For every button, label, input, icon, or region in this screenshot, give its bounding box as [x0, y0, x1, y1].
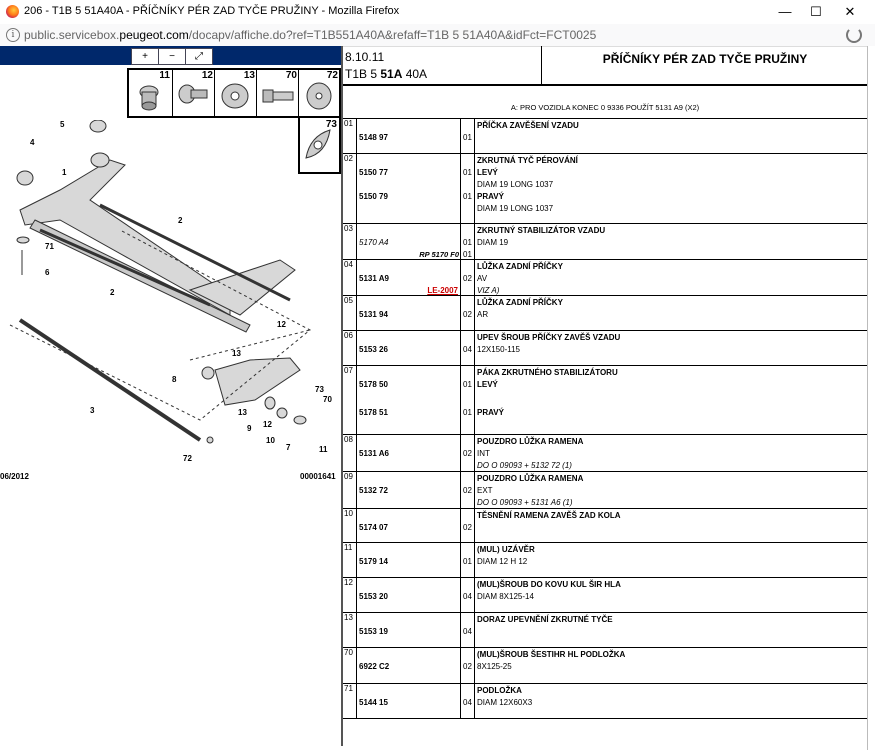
part-number[interactable]: 5148 97: [359, 133, 388, 142]
header-code: [345, 67, 427, 81]
callout-label: 12: [263, 420, 272, 429]
part-number-cell: [357, 260, 461, 295]
header-separator: [541, 46, 542, 84]
item-number: 09: [343, 472, 357, 508]
description-detail: DIAM 19 LONG 1037: [477, 180, 554, 189]
description-detail: DIAM 12 H 12: [477, 557, 528, 566]
table-row[interactable]: [343, 648, 867, 684]
description-cell: [476, 260, 867, 295]
table-row[interactable]: [343, 296, 867, 331]
part-number-cell: [357, 509, 461, 542]
description-detail: DO O 09093 + 5131 A6 (1): [477, 498, 573, 507]
quantity-cell: [461, 435, 475, 471]
description-title: LŮŽKA ZADNÍ PŘÍČKY: [477, 298, 563, 307]
description-detail: AR: [477, 310, 489, 319]
callout-label: 2: [178, 216, 183, 225]
description-detail: DIAM 19: [477, 238, 509, 247]
item-number: 02: [343, 154, 357, 223]
item-number: 08: [343, 435, 357, 471]
zoom-in-icon[interactable]: +: [131, 48, 159, 65]
description-title: (MUL)ŠROUB DO KOVU KUL ŠIR HLA: [477, 580, 621, 589]
quantity: 04: [463, 592, 472, 601]
description-detail: DIAM 8X125-14: [477, 592, 534, 601]
description-cell: [476, 366, 867, 434]
quantity-cell: [461, 260, 475, 295]
callout-label: 10: [266, 436, 275, 445]
part-thumbnails: [127, 68, 341, 118]
thumbnail-label: 11: [159, 70, 170, 81]
part-number-cell: [357, 366, 461, 434]
quantity: 01: [463, 250, 472, 259]
part-number[interactable]: 5144 15: [359, 698, 388, 707]
part-number[interactable]: 6922 C2: [359, 662, 390, 671]
validity-link[interactable]: LE-2007: [427, 286, 458, 295]
quantity: 02: [463, 274, 472, 283]
description-detail: DIAM 19 LONG 1037: [477, 204, 554, 213]
part-number[interactable]: 5150 79: [359, 192, 388, 201]
callout-label: 2: [110, 288, 115, 297]
callout-label: 7: [286, 443, 291, 452]
item-number: 11: [343, 543, 357, 577]
description-title: ZKRUTNÁ TYČ PÉROVÁNÍ: [477, 156, 578, 165]
quantity-cell: [461, 613, 475, 647]
description-detail: EXT: [477, 486, 493, 495]
callout-label: 71: [45, 242, 54, 251]
minimize-button[interactable]: —: [778, 4, 792, 19]
quantity-cell: [461, 509, 475, 542]
thumbnail-72[interactable]: [298, 70, 340, 116]
description-title: LEVÝ: [477, 168, 498, 177]
quantity-cell: [461, 296, 475, 330]
callout-label: 8: [172, 375, 177, 384]
description-detail: DIAM 12X60X3: [477, 698, 533, 707]
description-cell: [476, 509, 867, 542]
firefox-logo-icon: [6, 5, 19, 18]
header-date: 8.10.11: [345, 50, 385, 64]
replacement-part-number: RP 5170 F0: [419, 250, 459, 259]
description-title: DORAZ UPEVNĚNÍ ZKRUTNÉ TYČE: [477, 615, 613, 624]
part-number-cell: [357, 296, 461, 330]
description-detail: AV: [477, 274, 488, 283]
thumbnail-label: 13: [243, 70, 255, 81]
thumbnail-11[interactable]: [129, 70, 172, 116]
quantity: 04: [463, 345, 472, 354]
table-row[interactable]: [343, 366, 867, 435]
quantity-cell: [461, 154, 475, 223]
code-suffix: 40A: [402, 67, 428, 81]
description-title: UPEV ŠROUB PŘÍČKY ZAVĚŠ VZADU: [477, 333, 621, 342]
quantity-cell: [461, 119, 475, 153]
url-suffix: /docapv/affiche.do?ref=T1B551A40A&refaff=T1B 5 51A40A&idFct=FCT0025: [188, 28, 597, 42]
table-row[interactable]: [343, 509, 867, 543]
table-row[interactable]: [343, 154, 867, 224]
callout-label: 13: [238, 408, 247, 417]
thumbnail-12[interactable]: [172, 70, 215, 116]
diagram-toolbar: [0, 46, 341, 65]
callout-label: 6: [45, 268, 50, 277]
quantity: 02: [463, 662, 472, 671]
callout-label: 72: [183, 454, 192, 463]
code-prefix: T1B 5: [345, 67, 381, 81]
item-number: 70: [343, 648, 357, 683]
part-number[interactable]: 5153 20: [359, 592, 388, 601]
part-number-cell: [357, 154, 461, 223]
thumbnail-label: 70: [285, 70, 297, 81]
callout-label: 13: [232, 349, 241, 358]
callout-label: 1: [62, 168, 67, 177]
thumbnail-label: 12: [201, 70, 213, 81]
table-row[interactable]: [343, 435, 867, 472]
part-number[interactable]: 5178 51: [359, 408, 388, 417]
item-number: 13: [343, 613, 357, 647]
description-detail: DO O 09093 + 5132 72 (1): [477, 461, 572, 470]
table-row[interactable]: [343, 684, 867, 719]
window-title: 206 - T1B 5 51A40A - PŘÍČNÍKY PÉR ZAD TYČE PRUŽINY - Mozilla Firefox: [24, 5, 400, 17]
description-title: TĚSNĚNÍ RAMENA ZAVĚŠ ZAD KOLA: [477, 511, 621, 520]
quantity: 02: [463, 523, 472, 532]
part-number[interactable]: 5131 A9: [359, 274, 389, 283]
item-number: 05: [343, 296, 357, 330]
table-row[interactable]: [343, 543, 867, 578]
item-number: 71: [343, 684, 357, 718]
part-number[interactable]: 5174 07: [359, 523, 388, 532]
description-cell: [476, 331, 867, 365]
table-row[interactable]: [343, 224, 867, 260]
description-title: PŘÍČKA ZAVĚŠENÍ VZADU: [477, 121, 579, 130]
item-number: 04: [343, 260, 357, 295]
part-number-cell: [357, 435, 461, 471]
table-row[interactable]: [343, 578, 867, 613]
part-number-cell: [357, 472, 461, 508]
part-number[interactable]: 5170 A4: [359, 238, 389, 247]
description-detail: VIZ A): [477, 286, 500, 295]
table-row[interactable]: [343, 613, 867, 648]
quantity-cell: [461, 648, 475, 683]
description-title: (MUL)ŠROUB ŠESTIHR HL PODLOŽKA: [477, 650, 626, 659]
part-number[interactable]: 5153 26: [359, 345, 388, 354]
quantity-cell: [461, 472, 475, 508]
code-bold: 51A: [380, 67, 403, 81]
description-cell: [476, 648, 867, 683]
quantity: 01: [463, 557, 472, 566]
item-number: 07: [343, 366, 357, 434]
parts-header: [343, 46, 867, 86]
quantity: 02: [463, 310, 472, 319]
part-number-cell: [357, 578, 461, 612]
description-title: PÁKA ZKRUTNÉHO STABILIZÁTORU: [477, 368, 618, 377]
part-number-cell: [357, 613, 461, 647]
part-number-cell: [357, 684, 461, 718]
maximize-button[interactable]: ☐: [810, 4, 822, 19]
page-scrollbar[interactable]: [867, 46, 875, 750]
description-cell: [476, 119, 867, 153]
part-number-cell: [357, 119, 461, 153]
part-number-cell: [357, 331, 461, 365]
description-detail: 8X125-25: [477, 662, 512, 671]
description-title: PODLOŽKA: [477, 686, 522, 695]
quantity: 01: [463, 192, 472, 201]
description-cell: [476, 472, 867, 508]
quantity: 01: [463, 168, 472, 177]
callout-label: 9: [247, 424, 252, 433]
diagram-ref: 00001641: [300, 472, 336, 481]
callout-label: 11: [319, 445, 328, 454]
part-number-cell: [357, 648, 461, 683]
description-title: (MUL) UZÁVĚR: [477, 545, 535, 554]
description-cell: [476, 684, 867, 718]
part-number-cell: [357, 224, 461, 259]
window-titlebar: [0, 0, 875, 25]
description-title: LŮŽKA ZADNÍ PŘÍČKY: [477, 262, 563, 271]
thumbnail-label: 72: [326, 70, 338, 81]
description-title: ZKRUTNÝ STABILIZÁTOR VZADU: [477, 226, 606, 235]
rear-axle-drawing: [0, 120, 341, 490]
item-number: 01: [343, 119, 357, 153]
quantity: 04: [463, 627, 472, 636]
item-number: 06: [343, 331, 357, 365]
description-cell: [476, 224, 867, 259]
quantity-cell: [461, 684, 475, 718]
url-text[interactable]: [24, 28, 596, 42]
callout-label: 3: [90, 406, 95, 415]
callout-label: 73: [315, 385, 324, 394]
description-cell: [476, 435, 867, 471]
description-title: PRAVÝ: [477, 192, 504, 201]
quantity-cell: [461, 331, 475, 365]
description-detail: 12X150-115: [477, 345, 520, 354]
description-cell: [476, 543, 867, 577]
part-number[interactable]: 5132 72: [359, 486, 388, 495]
quantity: 04: [463, 698, 472, 707]
thumbnail-70[interactable]: [256, 70, 299, 116]
table-row[interactable]: [343, 331, 867, 366]
part-number[interactable]: 5153 19: [359, 627, 388, 636]
exploded-diagram: [0, 120, 341, 490]
description-cell: [476, 613, 867, 647]
part-number[interactable]: 5179 14: [359, 557, 388, 566]
callout-label: 12: [277, 320, 286, 329]
thumbnail-label: 73: [325, 119, 337, 130]
description-title: POUZDRO LŮŽKA RAMENA: [477, 474, 584, 483]
zoom-fit-icon[interactable]: ⤢: [185, 48, 213, 65]
quantity-cell: [461, 224, 475, 259]
applicability-note: A: PRO VOZIDLA KONEC 0 9336 POUŽÍT 5131 A9 (X2): [510, 103, 700, 112]
info-icon[interactable]: i: [6, 28, 20, 42]
zoom-out-icon[interactable]: −: [158, 48, 186, 65]
description-title: POUZDRO LŮŽKA RAMENA: [477, 437, 584, 446]
description-cell: [476, 578, 867, 612]
thumbnail-13[interactable]: [214, 70, 257, 116]
url-prefix: public.servicebox.: [24, 28, 120, 42]
description-cell: [476, 296, 867, 330]
close-button[interactable]: ✕: [844, 4, 856, 19]
part-number-cell: [357, 543, 461, 577]
diagram-date: 06/2012: [0, 472, 29, 481]
item-number: 10: [343, 509, 357, 542]
description-detail: INT: [477, 449, 490, 458]
table-row[interactable]: [343, 472, 867, 509]
quantity-cell: [461, 366, 475, 434]
page-title: PŘÍČNÍKY PÉR ZAD TYČE PRUŽINY: [602, 52, 808, 66]
url-domain: peugeot.com: [119, 28, 189, 42]
quantity: 02: [463, 486, 472, 495]
callout-label: 70: [323, 395, 332, 404]
part-number[interactable]: 5131 A6: [359, 449, 389, 458]
quantity: 01: [463, 380, 472, 389]
quantity: 01: [463, 408, 472, 417]
quantity: 01: [463, 133, 472, 142]
callout-label: 5: [60, 120, 65, 129]
part-number[interactable]: 5131 94: [359, 310, 388, 319]
description-title: PRAVÝ: [477, 408, 504, 417]
quantity: 02: [463, 449, 472, 458]
description-cell: [476, 154, 867, 223]
item-number: 03: [343, 224, 357, 259]
table-row[interactable]: [343, 119, 867, 154]
quantity: 01: [463, 238, 472, 247]
quantity-cell: [461, 543, 475, 577]
reload-icon[interactable]: [846, 27, 862, 43]
part-number[interactable]: 5150 77: [359, 168, 388, 177]
callout-label: 4: [30, 138, 35, 147]
part-number[interactable]: 5178 50: [359, 380, 388, 389]
item-number: 12: [343, 578, 357, 612]
address-bar[interactable]: [0, 24, 875, 47]
description-title: LEVÝ: [477, 380, 498, 389]
table-row[interactable]: [343, 260, 867, 296]
quantity-cell: [461, 578, 475, 612]
